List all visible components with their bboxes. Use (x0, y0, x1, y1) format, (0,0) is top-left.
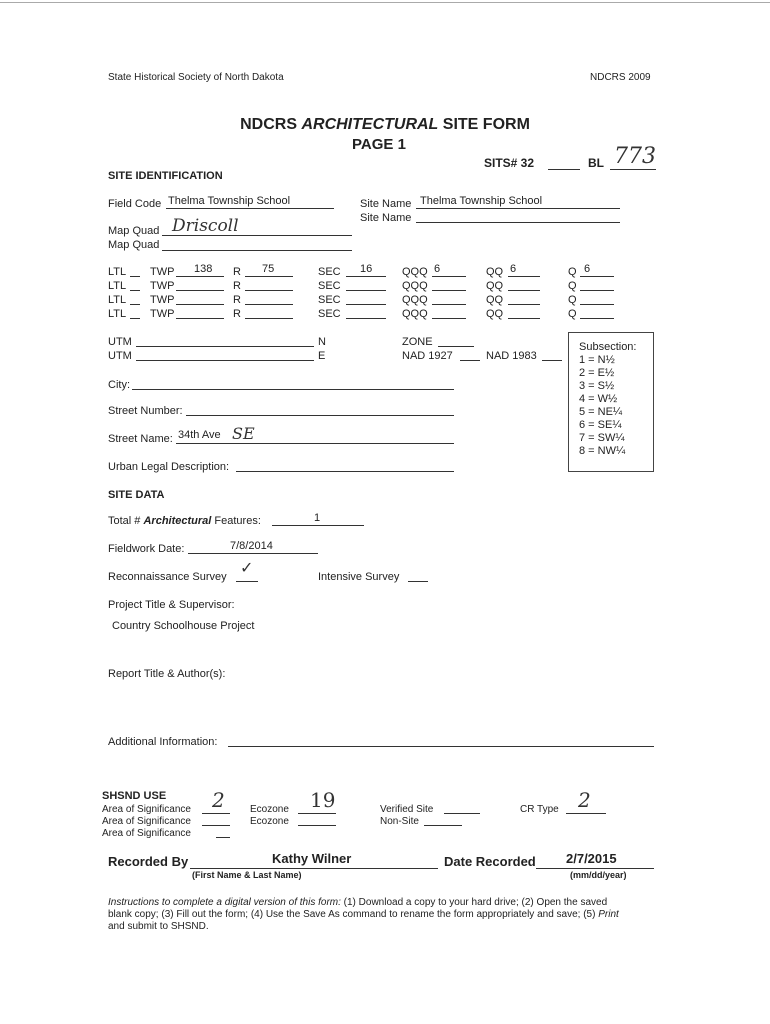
site-name2-line (416, 222, 620, 223)
r-line (245, 304, 293, 305)
q-line (580, 304, 614, 305)
r-label: R (233, 266, 241, 278)
sec-label: SEC (318, 280, 341, 292)
ecozone-label-2: Ecozone (250, 816, 289, 827)
intensive-survey-line (408, 581, 428, 582)
total-features-value: 1 (314, 512, 321, 524)
qq-line (508, 318, 540, 319)
form-title (0, 117, 770, 133)
shsnd-use-heading: SHSND USE (102, 790, 167, 802)
date-recorded-line (536, 868, 654, 869)
q-label: Q (568, 280, 577, 292)
street-number-label: Street Number: (108, 405, 183, 417)
ecozone-line-1 (298, 813, 336, 814)
instructions-line-2: blank copy; (3) Fill out the form; (4) Use the Save As command to rename the form appropriately and save; (5) Print (108, 909, 619, 920)
header-org: State Historical Society of North Dakota (108, 72, 284, 83)
subsection-item: 4 = W½ (579, 393, 618, 405)
field-code-value: Thelma Township School (168, 195, 291, 207)
project-title-value: Country Schoolhouse Project (112, 620, 255, 632)
subsection-item: 3 = S½ (579, 380, 615, 392)
ecozone-line-2 (298, 825, 336, 826)
subsection-title: Subsection: (579, 341, 637, 353)
subsection-item: 2 = E½ (579, 367, 615, 379)
recorded-by-label: Recorded By (108, 854, 189, 869)
aos-line-1 (202, 813, 230, 814)
additional-info-label: Additional Information: (108, 736, 218, 748)
recorded-by-sub: (First Name & Last Name) (192, 870, 302, 880)
r-label: R (233, 280, 241, 292)
twp-value: 138 (194, 263, 213, 275)
r-value: 75 (262, 263, 275, 275)
sec-line (346, 290, 386, 291)
urban-legal-line (236, 471, 454, 472)
twp-line (176, 290, 224, 291)
utm-label-2: UTM (108, 350, 132, 362)
sits-line (548, 169, 580, 170)
additional-info-line (228, 746, 654, 747)
bl-value: 773 (614, 144, 656, 169)
qqq-label: QQQ (402, 266, 428, 278)
check-icon: ✓ (240, 558, 254, 577)
utm-line-1 (136, 346, 314, 347)
intensive-survey-label: Intensive Survey (318, 571, 400, 583)
recon-survey-line (236, 581, 258, 582)
verified-site-line (444, 813, 480, 814)
date-recorded-label: Date Recorded (444, 854, 536, 869)
subsection-box (568, 332, 654, 472)
ltl-label: LTL (108, 308, 127, 320)
map-quad2-line (162, 250, 352, 251)
r-label: R (233, 308, 241, 320)
utm-e: E (318, 350, 326, 362)
aos-line-2 (202, 825, 230, 826)
utm-label-1: UTM (108, 336, 132, 348)
subsection-item: 7 = SW¼ (579, 432, 625, 444)
sec-label: SEC (318, 308, 341, 320)
sits-label: SITS# 32 (484, 156, 535, 170)
qqq-line (432, 318, 466, 319)
nad1983-label: NAD 1983 (486, 350, 537, 362)
qq-label: QQ (486, 294, 504, 306)
ltl-label: LTL (108, 280, 127, 292)
sec-line (346, 318, 386, 319)
q-line (580, 318, 614, 319)
street-name-label: Street Name: (108, 433, 173, 445)
bl-label: BL (588, 156, 604, 170)
nad1927-line (460, 360, 480, 361)
field-code-label: Field Code (108, 198, 162, 210)
map-quad-label: Map Quad (108, 225, 160, 237)
date-recorded-value: 2/7/2015 (566, 851, 617, 866)
qq-label: QQ (486, 308, 504, 320)
q-value: 6 (584, 263, 591, 275)
report-title-label: Report Title & Author(s): (108, 668, 226, 680)
map-quad-value: Driscoll (172, 216, 239, 236)
date-recorded-sub: (mm/dd/year) (570, 870, 627, 880)
qqq-line (432, 304, 466, 305)
total-features-label: Total # Architectural Features: (108, 515, 261, 527)
city-label: City: (108, 379, 130, 391)
scan-edge (0, 2, 770, 3)
cr-type-label: CR Type (520, 804, 559, 815)
cr-type-value: 2 (578, 788, 591, 812)
sec-line (346, 304, 386, 305)
bl-line (610, 169, 656, 170)
q-label: Q (568, 266, 577, 278)
map-quad2-label: Map Quad (108, 239, 160, 251)
aos-value-1: 2 (212, 788, 225, 812)
street-number-line (186, 415, 454, 416)
r-line (245, 276, 293, 277)
ltl-line (130, 290, 140, 291)
ecozone-label-1: Ecozone (250, 804, 289, 815)
qq-label: QQ (486, 266, 504, 278)
project-title-label: Project Title & Supervisor: (108, 599, 235, 611)
header-code: NDCRS 2009 (590, 72, 651, 83)
map-quad-line (162, 235, 352, 236)
nad1927-label: NAD 1927 (402, 350, 453, 362)
instructions-line-1: Instructions to complete a digital version of this form: (1) Download a copy to your hard drive; (2) Open the saved (108, 897, 608, 908)
qq-line (508, 290, 540, 291)
sec-label: SEC (318, 266, 341, 278)
qqq-label: QQQ (402, 308, 428, 320)
ltl-line (130, 304, 140, 305)
ltl-line (130, 276, 140, 277)
title-prefix: NDCRS (240, 116, 297, 133)
subsection-item: 5 = NE¼ (579, 406, 623, 418)
site-data-heading: SITE DATA (108, 489, 165, 501)
aos-label-2: Area of Significance (102, 816, 191, 827)
fieldwork-date-label: Fieldwork Date: (108, 543, 185, 555)
ltl-label: LTL (108, 294, 127, 306)
city-line (132, 389, 454, 390)
qq-value: 6 (510, 263, 517, 275)
q-label: Q (568, 308, 577, 320)
zone-label: ZONE (402, 336, 433, 348)
aos-label-1: Area of Significance (102, 804, 191, 815)
zone-line (438, 346, 474, 347)
subsection-item: 1 = N½ (579, 354, 615, 366)
fieldwork-date-line (188, 553, 318, 554)
recon-survey-label: Reconnaissance Survey (108, 571, 227, 583)
twp-line (176, 304, 224, 305)
field-code-line (166, 208, 334, 209)
twp-line (176, 276, 224, 277)
utm-line-2 (136, 360, 314, 361)
fieldwork-date-value: 7/8/2014 (230, 540, 273, 552)
title-italic: ARCHITECTURAL (301, 116, 439, 133)
non-site-line (424, 825, 462, 826)
street-name-value: 34th Ave (178, 429, 221, 441)
qqq-label: QQQ (402, 294, 428, 306)
cr-type-line (566, 813, 606, 814)
recorded-by-value: Kathy Wilner (272, 851, 352, 866)
ltl-line (130, 318, 140, 319)
twp-label: TWP (150, 294, 175, 306)
sec-value: 16 (360, 263, 373, 275)
site-name-line (416, 208, 620, 209)
qqq-line (432, 290, 466, 291)
total-features-line (272, 525, 364, 526)
q-label: Q (568, 294, 577, 306)
qq-label: QQ (486, 280, 504, 292)
site-name-label: Site Name (360, 198, 412, 210)
twp-line (176, 318, 224, 319)
urban-legal-label: Urban Legal Description: (108, 461, 230, 473)
recorded-by-line (190, 868, 438, 869)
qq-line (508, 304, 540, 305)
qqq-line (432, 276, 466, 277)
r-line (245, 318, 293, 319)
site-identification-heading: SITE IDENTIFICATION (108, 170, 223, 182)
verified-site-label: Verified Site (380, 804, 434, 815)
qqq-value: 6 (434, 263, 441, 275)
aos-line-3 (216, 837, 230, 838)
r-label: R (233, 294, 241, 306)
twp-label: TWP (150, 280, 175, 292)
q-line (580, 290, 614, 291)
ecozone-value-1: 19 (310, 788, 336, 812)
instructions-line-3: and submit to SHSND. (108, 921, 209, 932)
subsection-item: 6 = SE¼ (579, 419, 622, 431)
twp-label: TWP (150, 308, 175, 320)
sec-label: SEC (318, 294, 341, 306)
qqq-label: QQQ (402, 280, 428, 292)
page-number: PAGE 1 (352, 136, 406, 153)
non-site-label: Non-Site (380, 816, 419, 827)
subsection-item: 8 = NW¼ (579, 445, 626, 457)
site-name-value: Thelma Township School (420, 195, 543, 207)
nad1983-line (542, 360, 562, 361)
r-line (245, 290, 293, 291)
ltl-label: LTL (108, 266, 127, 278)
utm-n: N (318, 336, 326, 348)
street-name-hand: SE (232, 424, 255, 443)
sec-line (346, 276, 386, 277)
street-name-line (176, 443, 454, 444)
title-suffix: SITE FORM (442, 116, 530, 133)
qq-line (508, 276, 540, 277)
aos-label-3: Area of Significance (102, 828, 191, 839)
twp-label: TWP (150, 266, 175, 278)
q-line (580, 276, 614, 277)
site-name2-label: Site Name (360, 212, 412, 224)
